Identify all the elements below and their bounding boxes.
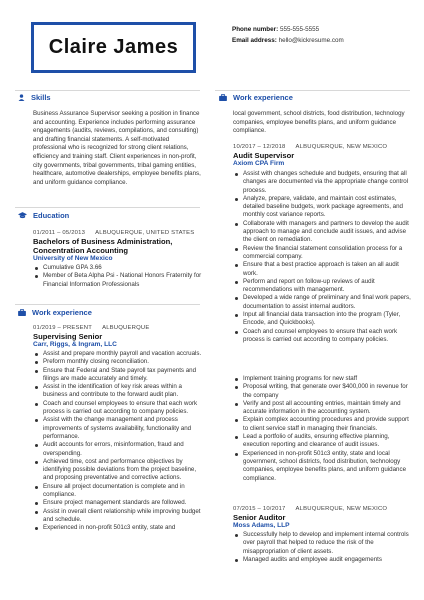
work-heading-right (219, 93, 293, 102)
skills-text: Business Assurance Supervisor seeking a position in finance and accounting. Experience includes performing assurance engagements (audits, reviews, compilations, and consulting) and drafting financial statements. A self-motivated professional who is recognized for strong client relations, efficiency and training staff. Client experiences in non-profit, city governments, tribal governments, tribal gaming entities, healthcare, automotive dealerships, employee benefits plans, and uniform guidance compliance. (33, 110, 201, 186)
job-location: ALBUQUERQUE, NEW MEXICO (295, 144, 388, 150)
job-duties-list (233, 531, 411, 564)
phone-label: Phone number: (232, 26, 279, 33)
divider (15, 90, 200, 91)
list-item: Coach and counsel employees to ensure that each work process is carried out according to company policies. (33, 400, 205, 417)
list-item: Preform monthly closing reconciliation. (33, 358, 205, 366)
work-intro: local government, school districts, food distribution, technology companies, employee benefits plans, and uniform guidance compliance. (233, 110, 405, 135)
list-item: Successfully help to develop and implement internal controls over payroll that helped to reduce the risk of the misappropriation of client assets. (233, 531, 411, 556)
job-title: Supervising Senior (33, 332, 103, 341)
job-company: Axiom CPA Firm (233, 160, 285, 167)
list-item: Proposal writing, that generate over $400,000 in revenue for the company (233, 383, 411, 400)
list-item: Experienced in non-profit 501c3 entity, state and local government, school districts, food distribution, technology companies, employee benefits plans, and uniform guidance compliance. (233, 450, 411, 483)
email-value: hello@kickresume.com (278, 37, 344, 44)
list-item: Audit accounts for errors, misinformation, fraud and overspending. (33, 441, 205, 458)
list-item: Achieved time, cost and performance objectives by identifying possible deviations from the project baseline, and proposing preventative and corrective actions. (33, 458, 205, 483)
list-item: Ensure project management standards are followed. (33, 499, 205, 507)
education-date: 01/2011 – 05/2013 (33, 230, 86, 236)
briefcase-icon (219, 94, 227, 101)
education-heading (18, 211, 69, 220)
list-item: Input all financial data transaction into the program (Tyler, Encode, and Quickbooks). (233, 311, 411, 328)
job-duties-list (233, 170, 411, 344)
list-item: Lead a portfolio of audits, ensuring effective planning, execution reporting and clearance of audit issues. (233, 433, 411, 450)
job-location: ALBUQUERQUE, NEW MEXICO (295, 506, 388, 512)
list-item: Assist with the change management and process improvements of systems availability, functionality and performance. (33, 416, 205, 441)
candidate-name: Claire James (48, 36, 179, 58)
list-item: Analyze, prepare, validate, and maintain cost estimates, detailed baseline budgets, work package agreements, and monthly cost variance reports. (233, 195, 411, 220)
list-item: Developed a wide range of preliminary and final work papers, documentation to assist internal auditors. (233, 294, 411, 311)
education-list (33, 264, 203, 289)
list-item: Assist in the identification of key risk areas within a business and contribute to the forward audit plan. (33, 383, 205, 400)
education-title: Education (33, 211, 70, 220)
contact-block (232, 24, 344, 46)
list-item: Assist and prepare monthly payroll and vacation accruals. (33, 350, 205, 358)
job-meta (233, 506, 387, 512)
education-location: ALBUQUERQUE, UNITED STATES (95, 230, 195, 236)
education-school: University of New Mexico (33, 255, 113, 262)
list-item: Ensure that Federal and State payroll tax payments and filings are made accurately and timely. (33, 367, 205, 384)
name-box (31, 22, 196, 73)
job-company: Moss Adams, LLP (233, 522, 290, 529)
list-item: Assist with changes schedule and budgets, ensuring that all changes are documented via the appropriate change control process. (233, 170, 411, 195)
list-item: Assist in overall client relationship while improving budget and schedule. (33, 508, 205, 525)
job-date: 10/2017 – 12/2018 (233, 144, 286, 150)
work-heading-left (18, 308, 92, 317)
job-title: Audit Supervisor (233, 151, 295, 160)
divider (15, 207, 200, 208)
list-item: Member of Beta Alpha Psi - National Honors Fraternity for Financial Information Professionals (33, 272, 203, 289)
job-duties-list (33, 350, 205, 533)
list-item: Collaborate with managers and partners to develop the audit approach to manage and conclude audit issues, and advise the client on remediation. (233, 220, 411, 245)
email-label: Email address: (232, 37, 277, 44)
list-item: Experienced in non-profit 501c3 entity, state and (33, 524, 205, 532)
job-meta (233, 144, 387, 150)
skills-title: Skills (31, 93, 51, 102)
divider (15, 304, 200, 305)
list-item: Ensure that a best practice approach is taken an all audit work. (233, 261, 411, 278)
list-item: Coach and counsel employees to ensure that each work process is carried out according to company policies. (233, 328, 411, 345)
list-item: Review the financial statement consolidation process for a commercial company. (233, 245, 411, 262)
job-duties-list-continued (233, 375, 411, 483)
list-item: Implement training programs for new staff (233, 375, 411, 383)
list-item: Cumulative GPA 3.66 (33, 264, 203, 272)
list-item: Ensure all project documentation is complete and in compliance. (33, 483, 205, 500)
work-title-right: Work experience (233, 93, 293, 102)
graduation-cap-icon (18, 212, 27, 219)
job-date: 07/2015 – 10/2017 (233, 506, 286, 512)
education-degree: Bachelors of Business Administration, Concentration Accounting (33, 237, 173, 255)
briefcase-icon (18, 309, 26, 316)
work-title-left: Work experience (32, 308, 92, 317)
education-meta (33, 230, 194, 236)
divider (215, 90, 410, 91)
list-item: Explain complex accounting procedures and provide support to client service staff in managing their financials. (233, 416, 411, 433)
list-item: Verify and post all accounting entries, maintain timely and accurate information in the accounting system. (233, 400, 411, 417)
person-icon (18, 94, 25, 101)
job-meta (33, 325, 149, 331)
job-location: ALBUQUERQUE (102, 325, 150, 331)
phone-value: 555-555-5555 (279, 26, 320, 33)
skills-heading (18, 93, 51, 102)
list-item: Perform and report on follow-up reviews of audit recommendations with management. (233, 278, 411, 295)
job-date: 01/2019 – PRESENT (33, 325, 93, 331)
job-company: Carr, Riggs, & Ingram, LLC (33, 341, 117, 348)
job-title: Senior Auditor (233, 513, 286, 522)
list-item: Managed audits and employee audit engagements (233, 556, 411, 564)
